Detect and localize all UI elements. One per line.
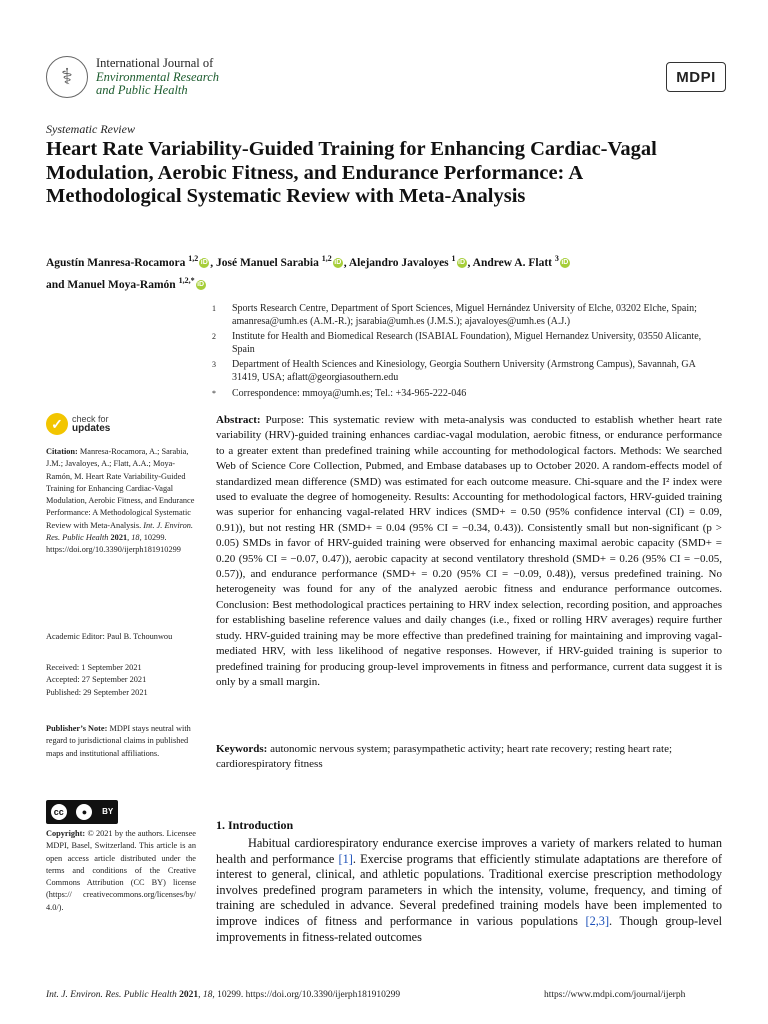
- footer-journal: Int. J. Environ. Res. Public Health: [46, 990, 177, 1000]
- journal-name-line3: and Public Health: [96, 83, 188, 97]
- author-affil-sup: 1: [451, 254, 456, 263]
- person-icon: ●: [76, 804, 92, 820]
- affiliation-item: [212, 331, 712, 356]
- author-name: José Manuel Sarabia: [216, 256, 319, 269]
- copyright-text: © 2021 by the authors. Licensee MDPI, Basel, Switzerland. This article is an open access article distributed under the terms and conditions of the Creative Commons Attribution (CC BY) license (https:// creativecommons.org/licenses/by/ 4.0/).: [46, 829, 196, 912]
- check-for-updates-button[interactable]: [46, 413, 110, 435]
- journal-name-line1: International Journal of: [96, 56, 214, 70]
- orcid-icon[interactable]: iD: [200, 259, 208, 267]
- journal-name: [96, 57, 219, 98]
- author-affil-sup: 3: [554, 254, 559, 263]
- cc-icon: cc: [51, 804, 67, 820]
- intro-text: . Though group-level improvements in fitness-related outcomes: [216, 913, 723, 944]
- published-date: Published: 29 September 2021: [46, 687, 148, 697]
- affiliation-number: 3: [212, 360, 216, 370]
- footer-journal-url[interactable]: https://www.mdpi.com/journal/ijerph: [544, 990, 686, 1000]
- publisher-note-label: Publisher’s Note:: [46, 724, 108, 733]
- citation-text: Manresa-Rocamora, A.; Sarabia, J.M.; Javaloyes, A.; Flatt, A.A.; Moya-Ramón, M. Heart Rate Variability-Guided Training for Enhancing Cardiac-Vagal Modulation, Aerobic Fitness, and Endurance Performance: A Methodological Systematic Review with Meta-Analysis.: [46, 447, 195, 530]
- footer-volume: 18: [202, 990, 213, 1000]
- footer-doi[interactable]: , 10299. https://doi.org/10.3390/ijerph181910299: [212, 990, 401, 1000]
- intro-text: Habitual cardiorespiratory endurance exercise improves a variety of markers related to human health and performance: [216, 836, 722, 866]
- publication-dates: [46, 662, 196, 699]
- academic-editor: Academic Editor: Paul B. Tchounwou: [46, 632, 173, 641]
- citation-block: Citation: Manresa-Rocamora, A.; Sarabia, J.M.; Javaloyes, A.; Flatt, A.A.; Moya-Ramón, M. Heart Rate Variability-Guided Training for Enhancing Cardiac-Vagal Modulation, Aerobic Fitness, and Endurance Performance: A Methodological Systematic Review with Meta-Analysis. Int. J. Environ. Res. Public Health 2021, 18, 10299. https://doi.org/10.3390/ijerph181910299: [46, 447, 195, 555]
- affiliation-item: [212, 303, 712, 328]
- affiliation-number: 1: [212, 304, 216, 313]
- accepted-date: Accepted: 27 September 2021: [46, 675, 147, 685]
- citation-volume: 18: [131, 533, 140, 543]
- affiliation-text: Sports Research Centre, Department of Sport Sciences, Miguel Hernández University of Elche, 03202 Elche, Spain; amanresa@umh.es (A.M.-R.); jsarabia@umh.es (J.M.S.); ajavaloyes@umh.es (A.J.): [232, 303, 697, 327]
- copyright-label: Copyright:: [46, 829, 86, 838]
- check-for-updates-label: [72, 415, 110, 434]
- reference-link[interactable]: [2,3]: [585, 913, 610, 928]
- citation-label: Citation:: [46, 447, 78, 456]
- publisher-logo[interactable]: [666, 62, 726, 92]
- abstract: [216, 413, 722, 690]
- citation-year: 2021: [110, 533, 128, 543]
- author-separator: ,: [210, 256, 216, 269]
- article-type: Systematic Review: [46, 122, 135, 136]
- citation-doi[interactable]: , 10299. https://doi.org/10.3390/ijerph181910299: [46, 533, 181, 555]
- author-affil-sup: 1,2,*: [178, 275, 195, 285]
- orcid-icon[interactable]: iD: [334, 259, 342, 267]
- intro-paragraph: [216, 836, 722, 945]
- footer-year: 2021: [179, 990, 199, 1000]
- journal-logo-icon: ⚕: [46, 56, 88, 98]
- affiliation-text: Institute for Health and Biomedical Research (ISABIAL Foundation), Miguel Hernandez University, 03550 Alicante, Spain: [232, 331, 702, 355]
- cc-by-license-badge[interactable]: [46, 800, 118, 824]
- author-separator: ,: [467, 256, 473, 269]
- journal-name-line2: Environmental Research: [96, 69, 219, 84]
- abstract-label: Abstract:: [216, 414, 261, 426]
- affiliation-number: *: [212, 388, 216, 398]
- check-updates-line2: updates: [72, 423, 111, 434]
- author-name: Alejandro Javaloyes: [348, 256, 449, 269]
- author-affil-sup: 1,2: [188, 254, 199, 263]
- orcid-icon[interactable]: iD: [458, 259, 466, 267]
- affiliation-item: [212, 359, 712, 384]
- mdpi-logo-text: MDPI: [666, 62, 726, 92]
- abstract-text: Purpose: This systematic review with meta-analysis was conducted to establish whether heart rate variability (HRV)-guided training enhances cardiac-vagal modulation, aerobic fitness, or endurance performance to a greater extent than predefined training while accounting for methodological factors. Methods: We searched Web of Science Core Collection, Pubmed, and Embase databases up to October 2020. A random-effects model of standardized mean difference (SMD) was estimated for each outcome measure. Chi-square and the I² index were used to evaluate the degree of homogeneity. Results: Accounting for methodological factors, HRV-guided training was superior for enhancing vagal-related HRV indices (SMD+ = 0.50 (95% confidence interval (CI) = 0.09, 0.91)), but not resting HR (SMD+ = 0.04 (95% CI = −0.34, 0.43)). Consistently small but non-significant (p > 0.05) SMDs in favor of HRV-guided training were observed for enhancing maximal aerobic capacity (SMD+ = 0.20 (95% CI = −0.07, 0.47)), aerobic capacity at second ventilatory threshold (SMD+ = 0.26 (95% CI = −0.05, 0.57)), and endurance performance (SMD+ = 0.20 (95% CI = −0.09, 0.48)), versus predefined training. No heterogeneity was found for any of the analyzed aerobic fitness and endurance performance outcomes. Conclusion: Best methodological practices pertaining to HRV index selection, recording position, and approaches for establishing baseline reference values and daily changes (i.e., fixed or rolling HRV averages) require further study. HRV-guided training may be more effective than predefined training for maintaining and improving vagal-mediated HRV, with less likelihood of negative responses. However, if HRV-guided training is superior to predefined training for producing group-level improvements in fitness and performance, current data suggest it is only by a small margin.: [216, 414, 723, 688]
- affiliation-text: Department of Health Sciences and Kinesiology, Georgia Southern University (Armstrong Campus), Savannah, GA 31419, USA; aflatt@georgiasouthern.edu: [232, 359, 696, 383]
- footer-citation: Int. J. Environ. Res. Public Health 2021, 18, 10299. https://doi.org/10.3390/ijerph181910299: [46, 990, 401, 1000]
- intro-text: . Exercise programs that efficiently stimulate adaptations are therefore of interest to general, clinical, and athletic populations. Traditional exercise prescription methodology involves predefined program parameters in which the intensity, volume, frequency, and timing of training are scheduled in advance. Several predefined training models have been implemented to improve indices of fitness and performance in various populations: [216, 851, 722, 928]
- reference-link[interactable]: [1]: [338, 851, 353, 866]
- correspondence-text: Correspondence: mmoya@umh.es; Tel.: +34-965-222-046: [232, 387, 467, 399]
- author-list: [46, 250, 706, 294]
- publisher-note: [46, 723, 196, 760]
- affiliations: [212, 303, 712, 403]
- by-label: BY: [102, 807, 114, 816]
- author-name: Agustín Manresa-Rocamora: [46, 256, 186, 269]
- section-heading: 1. Introduction: [216, 818, 294, 832]
- citation-journal: Int. J. Environ. Res. Public Health: [46, 520, 193, 543]
- received-date: Received: 1 September 2021: [46, 663, 142, 672]
- keywords-text: autonomic nervous system; parasympathetic activity; heart rate recovery; resting heart rate; cardiorespiratory fitness: [216, 743, 673, 771]
- publisher-note-text: MDPI stays neutral with regard to jurisdictional claims in published maps and institutional affiliations.: [46, 724, 191, 758]
- author-name: and Manuel Moya-Ramón: [46, 278, 176, 291]
- checkmark-icon: ✓: [46, 413, 68, 435]
- keywords: [216, 742, 722, 773]
- affiliation-item: [212, 388, 712, 401]
- orcid-icon[interactable]: iD: [561, 259, 569, 267]
- copyright-block: [46, 828, 196, 914]
- author-name: Andrew A. Flatt: [472, 256, 552, 269]
- article-title: Heart Rate Variability-Guided Training for Enhancing Cardiac-Vagal Modulation, Aerobic Fitness, and Endurance Performance: A Methodological Systematic Review with Meta-Analysis: [46, 138, 657, 207]
- keywords-label: Keywords:: [216, 743, 268, 755]
- check-updates-line1: check for: [72, 413, 109, 424]
- author-affil-sup: 1,2: [321, 254, 332, 263]
- author-separator: ,: [343, 256, 349, 269]
- orcid-icon[interactable]: iD: [197, 281, 205, 289]
- affiliation-number: 2: [212, 332, 216, 342]
